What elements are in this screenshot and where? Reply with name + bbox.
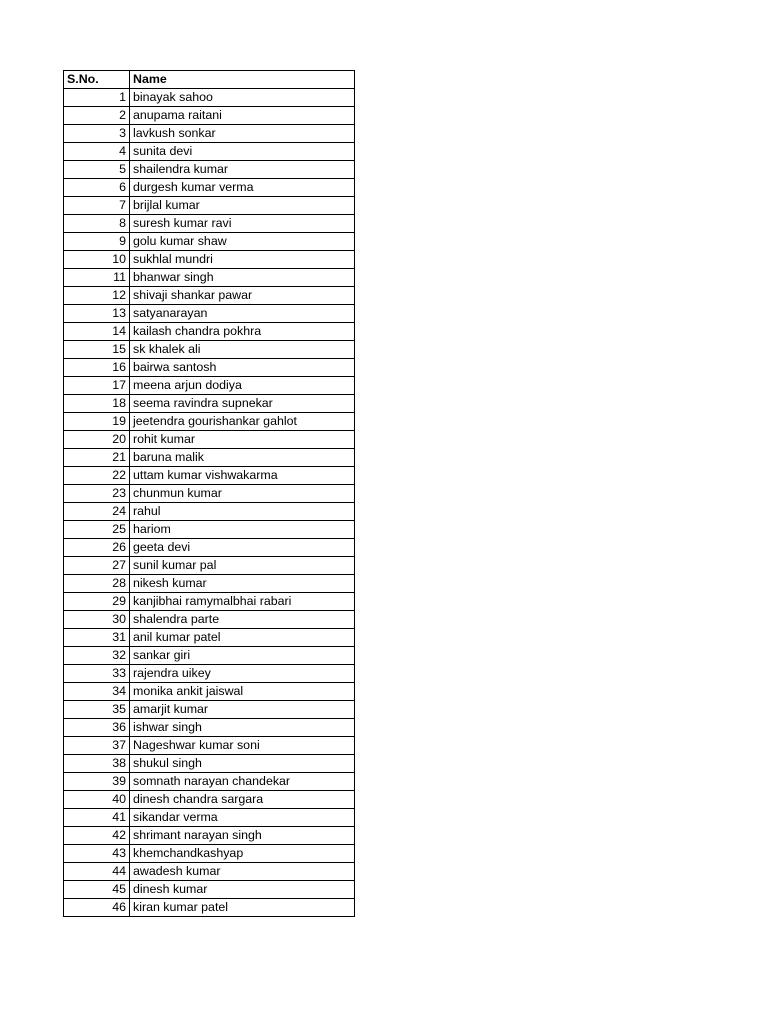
row-sno: 8: [64, 215, 130, 233]
row-name: shukul singh: [130, 755, 355, 773]
row-name: kanjibhai ramymalbhai rabari: [130, 593, 355, 611]
table-row: [64, 593, 355, 611]
table-row: [64, 611, 355, 629]
row-sno: 43: [64, 845, 130, 863]
table-row: [64, 107, 355, 125]
header-name: Name: [130, 71, 355, 89]
row-sno: 40: [64, 791, 130, 809]
table-row: [64, 503, 355, 521]
row-name: binayak sahoo: [130, 89, 355, 107]
table-body: [64, 89, 355, 917]
table-row: [64, 323, 355, 341]
table-row: [64, 89, 355, 107]
row-name: shivaji shankar pawar: [130, 287, 355, 305]
table-row: [64, 665, 355, 683]
table-row: [64, 575, 355, 593]
table-row: [64, 773, 355, 791]
row-name: geeta devi: [130, 539, 355, 557]
table-row: [64, 863, 355, 881]
table-row: [64, 899, 355, 917]
row-sno: 17: [64, 377, 130, 395]
row-name: awadesh kumar: [130, 863, 355, 881]
row-sno: 25: [64, 521, 130, 539]
row-name: monika ankit jaiswal: [130, 683, 355, 701]
table-row: [64, 413, 355, 431]
row-name: Nageshwar kumar soni: [130, 737, 355, 755]
row-name: anupama raitani: [130, 107, 355, 125]
row-name: sikandar verma: [130, 809, 355, 827]
table-row: [64, 485, 355, 503]
row-name: sankar giri: [130, 647, 355, 665]
row-sno: 2: [64, 107, 130, 125]
table-row: [64, 233, 355, 251]
table-row: [64, 341, 355, 359]
header-row: [64, 71, 355, 89]
row-name: uttam kumar vishwakarma: [130, 467, 355, 485]
row-name: amarjit kumar: [130, 701, 355, 719]
row-name: rajendra uikey: [130, 665, 355, 683]
table-row: [64, 629, 355, 647]
row-sno: 1: [64, 89, 130, 107]
row-sno: 4: [64, 143, 130, 161]
row-name: nikesh kumar: [130, 575, 355, 593]
row-name: sk khalek ali: [130, 341, 355, 359]
table-row: [64, 827, 355, 845]
table-row: [64, 197, 355, 215]
row-name: rohit kumar: [130, 431, 355, 449]
row-name: golu kumar shaw: [130, 233, 355, 251]
row-sno: 5: [64, 161, 130, 179]
table-row: [64, 683, 355, 701]
row-name: khemchandkashyap: [130, 845, 355, 863]
row-sno: 27: [64, 557, 130, 575]
table-row: [64, 809, 355, 827]
row-name: dinesh chandra sargara: [130, 791, 355, 809]
row-sno: 38: [64, 755, 130, 773]
table-row: [64, 647, 355, 665]
table-row: [64, 269, 355, 287]
row-sno: 16: [64, 359, 130, 377]
row-name: shalendra parte: [130, 611, 355, 629]
row-name: baruna malik: [130, 449, 355, 467]
row-sno: 18: [64, 395, 130, 413]
row-sno: 32: [64, 647, 130, 665]
row-sno: 36: [64, 719, 130, 737]
row-name: brijlal kumar: [130, 197, 355, 215]
row-sno: 28: [64, 575, 130, 593]
table-row: [64, 539, 355, 557]
row-sno: 23: [64, 485, 130, 503]
row-name: kailash chandra pokhra: [130, 323, 355, 341]
table-row: [64, 251, 355, 269]
row-sno: 20: [64, 431, 130, 449]
table-row: [64, 179, 355, 197]
table-row: [64, 521, 355, 539]
row-name: lavkush sonkar: [130, 125, 355, 143]
table-row: [64, 143, 355, 161]
row-sno: 30: [64, 611, 130, 629]
table-row: [64, 305, 355, 323]
row-sno: 46: [64, 899, 130, 917]
row-sno: 41: [64, 809, 130, 827]
table-row: [64, 755, 355, 773]
row-name: bhanwar singh: [130, 269, 355, 287]
table-row: [64, 215, 355, 233]
row-name: rahul: [130, 503, 355, 521]
row-sno: 10: [64, 251, 130, 269]
row-name: ishwar singh: [130, 719, 355, 737]
row-sno: 21: [64, 449, 130, 467]
row-name: sunil kumar pal: [130, 557, 355, 575]
row-sno: 14: [64, 323, 130, 341]
row-name: somnath narayan chandekar: [130, 773, 355, 791]
row-name: anil kumar patel: [130, 629, 355, 647]
row-sno: 11: [64, 269, 130, 287]
table-row: [64, 449, 355, 467]
row-name: suresh kumar ravi: [130, 215, 355, 233]
row-name: seema ravindra supnekar: [130, 395, 355, 413]
row-sno: 34: [64, 683, 130, 701]
table-row: [64, 161, 355, 179]
row-sno: 12: [64, 287, 130, 305]
row-name: satyanarayan: [130, 305, 355, 323]
row-sno: 33: [64, 665, 130, 683]
table-row: [64, 737, 355, 755]
row-sno: 13: [64, 305, 130, 323]
names-table: [63, 70, 355, 917]
table-row: [64, 791, 355, 809]
table-row: [64, 701, 355, 719]
row-name: sukhlal mundri: [130, 251, 355, 269]
row-sno: 24: [64, 503, 130, 521]
row-sno: 19: [64, 413, 130, 431]
row-name: hariom: [130, 521, 355, 539]
row-name: jeetendra gourishankar gahlot: [130, 413, 355, 431]
row-sno: 9: [64, 233, 130, 251]
row-sno: 26: [64, 539, 130, 557]
table-row: [64, 287, 355, 305]
table-row: [64, 359, 355, 377]
row-name: bairwa santosh: [130, 359, 355, 377]
header-sno: S.No.: [64, 71, 130, 89]
table-row: [64, 377, 355, 395]
row-name: durgesh kumar verma: [130, 179, 355, 197]
document-sheet: [63, 70, 355, 917]
table-row: [64, 719, 355, 737]
table-row: [64, 845, 355, 863]
row-name: chunmun kumar: [130, 485, 355, 503]
row-sno: 29: [64, 593, 130, 611]
table-row: [64, 557, 355, 575]
row-sno: 31: [64, 629, 130, 647]
row-sno: 3: [64, 125, 130, 143]
table-row: [64, 881, 355, 899]
row-name: dinesh kumar: [130, 881, 355, 899]
row-name: shailendra kumar: [130, 161, 355, 179]
row-name: sunita devi: [130, 143, 355, 161]
row-sno: 45: [64, 881, 130, 899]
table-row: [64, 395, 355, 413]
row-sno: 37: [64, 737, 130, 755]
table-row: [64, 467, 355, 485]
row-sno: 22: [64, 467, 130, 485]
row-sno: 39: [64, 773, 130, 791]
row-sno: 15: [64, 341, 130, 359]
row-sno: 42: [64, 827, 130, 845]
row-name: shrimant narayan singh: [130, 827, 355, 845]
table-row: [64, 125, 355, 143]
row-sno: 35: [64, 701, 130, 719]
row-sno: 6: [64, 179, 130, 197]
row-name: meena arjun dodiya: [130, 377, 355, 395]
row-sno: 7: [64, 197, 130, 215]
row-sno: 44: [64, 863, 130, 881]
table-row: [64, 431, 355, 449]
row-name: kiran kumar patel: [130, 899, 355, 917]
